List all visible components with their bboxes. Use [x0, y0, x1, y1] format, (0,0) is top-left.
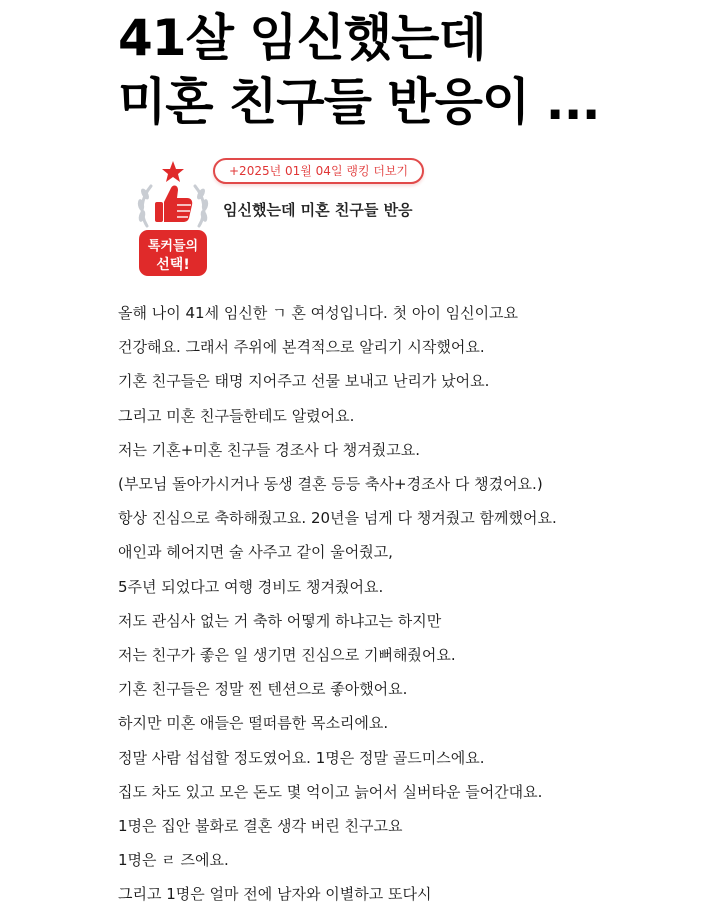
body-line: 하지만 미혼 애들은 떨떠름한 목소리에요.: [118, 714, 389, 733]
talkers-choice-badge: [133, 158, 213, 280]
thumbs-up-laurel-icon: [133, 158, 213, 280]
body-line: 건강해요. 그래서 주위에 본격적으로 알리기 시작했어요.: [118, 338, 485, 357]
body-line: 5주년 되었다고 여행 경비도 챙겨줬어요.: [118, 577, 384, 596]
article-body: [118, 296, 698, 912]
badge-label-line-2: 선택!: [156, 257, 190, 273]
body-line: 그리고 미혼 친구들한테도 알렸어요.: [118, 406, 355, 425]
body-line: (부모님 돌아가시거나 동생 결혼 등등 축사+경조사 다 챙겼어요.): [118, 475, 543, 494]
body-line: 기혼 친구들은 정말 찐 텐션으로 좋아했어요.: [118, 680, 408, 699]
body-line: 기혼 친구들은 태명 지어주고 선물 보내고 난리가 났어요.: [118, 372, 490, 391]
article-headline: [118, 6, 698, 134]
body-line: 저는 친구가 좋은 일 생기면 진심으로 기뻐해줬어요.: [118, 646, 456, 665]
badge-label-line-1: 톡커들의: [147, 239, 199, 254]
body-line: 1명은 ㄹ 즈에요.: [118, 851, 229, 870]
body-line: 올해 나이 41세 임신한 ㄱ 혼 여성입니다. 첫 아이 임신이고요: [118, 304, 519, 322]
body-line: 항상 진심으로 축하해줬고요. 20년을 넘게 다 챙겨줬고 함께했어요.: [118, 509, 557, 528]
body-line: 저는 기혼+미혼 친구들 경조사 다 챙겨줬고요.: [118, 440, 420, 459]
ranking-more-link[interactable]: +2025년 01월 04일 랭킹 더보기: [213, 158, 424, 184]
ranking-title[interactable]: 임신했는데 미혼 친구들 반응: [223, 201, 413, 219]
body-line: 집도 차도 있고 모은 돈도 몇 억이고 늙어서 실버타운 들어간대요.: [118, 782, 543, 801]
headline-line-1: 41살 임신했는데: [118, 9, 486, 67]
headline-line-2: 미혼 친구들 반응이 ...: [118, 73, 600, 131]
body-line: 1명은 집안 불화로 결혼 생각 버린 친구고요: [118, 817, 403, 836]
body-line: 정말 사람 섭섭할 정도였어요. 1명은 정말 골드미스에요.: [118, 748, 485, 767]
body-line: 애인과 헤어지면 술 사주고 같이 울어줬고,: [118, 543, 393, 562]
body-line: 그리고 1명은 얼마 전에 남자와 이별하고 또다시: [118, 885, 432, 904]
body-line: 저도 관심사 없는 거 축하 어떻게 하냐고는 하지만: [118, 611, 442, 630]
